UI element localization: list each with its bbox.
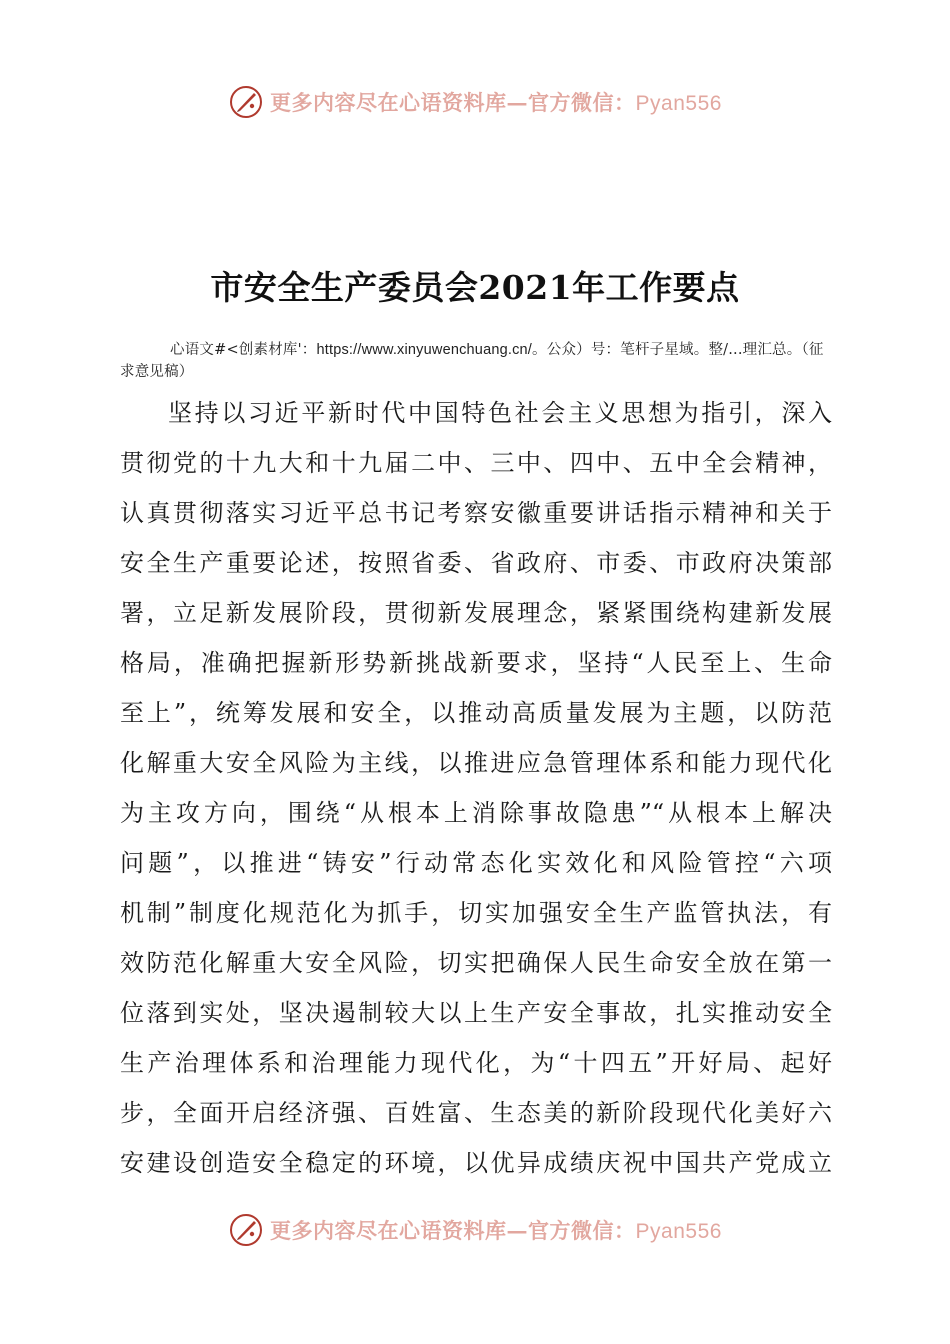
- body-line: 贯彻党的十九大和十九届二中、三中、四中、五中全会精神，: [120, 449, 832, 477]
- header-watermark-text: [270, 87, 722, 117]
- quill-pen-circle-icon: [228, 1212, 264, 1248]
- footer-watermark-main: 更多内容尽在心语资料库—官方微信：: [270, 1218, 636, 1243]
- footer-watermark-wechat-id: Pyan556: [635, 1220, 722, 1243]
- header-watermark-wechat-id: Pyan556: [635, 92, 722, 115]
- body-line: 安建设创造安全稳定的环境，以优异成绩庆祝中国共产党成立: [120, 1149, 832, 1177]
- footer-watermark-text: [270, 1215, 722, 1245]
- body-line: 署，立足新发展阶段，贯彻新发展理念，紧紧围绕构建新发展: [120, 599, 832, 627]
- body-line: 坚持以习近平新时代中国特色社会主义思想为指引，深入: [168, 399, 832, 427]
- footer-watermark-banner: [0, 1210, 950, 1250]
- body-line: 问题”，以推进“铸安”行动常态化实效化和风险管控“六项: [120, 849, 832, 877]
- body-line: 生产治理体系和治理能力现代化，为“十四五”开好局、起好: [120, 1049, 832, 1077]
- body-line: 效防范化解重大安全风险，切实把确保人民生命安全放在第一: [120, 949, 832, 977]
- body-line: 为主攻方向，围绕“从根本上消除事故隐患”“从根本上解决: [120, 799, 832, 827]
- body-line: 步，全面开启经济强、百姓富、生态美的新阶段现代化美好六: [120, 1099, 832, 1127]
- body-line: 认真贯彻落实习近平总书记考察安徽重要讲话指示精神和关于: [120, 499, 832, 527]
- source-note-url: https://www.xinyuwenchuang.cn/: [316, 342, 533, 358]
- body-line: 化解重大安全风险为主线，以推进应急管理体系和能力现代化: [120, 749, 832, 777]
- source-note-suffix: 。公众）号：笔杆子星域。整/...理汇总。（征求意见稿）: [120, 342, 824, 380]
- body-paragraph: [120, 393, 832, 1193]
- quill-pen-circle-icon: [228, 84, 264, 120]
- body-line: 至上”，统筹发展和安全，以推动高质量发展为主题，以防范: [120, 699, 832, 727]
- body-line: 安全生产重要论述，按照省委、省政府、市委、市政府决策部: [120, 549, 832, 577]
- body-line: 格局，准确把握新形势新挑战新要求，坚持“人民至上、生命: [120, 649, 832, 677]
- document-title: 市安全生产委员会2021年工作要点: [210, 268, 740, 307]
- source-note: [120, 339, 832, 383]
- source-note-prefix: 心语文#<创素材库'：: [170, 342, 317, 358]
- header-watermark-main: 更多内容尽在心语资料库—官方微信：: [270, 90, 636, 115]
- body-line: 位落到实处，坚决遏制较大以上生产安全事故，扎实推动安全: [120, 999, 832, 1027]
- header-watermark-banner: [0, 82, 950, 122]
- body-line: 机制”制度化规范化为抓手，切实加强安全生产监管执法，有: [120, 899, 832, 927]
